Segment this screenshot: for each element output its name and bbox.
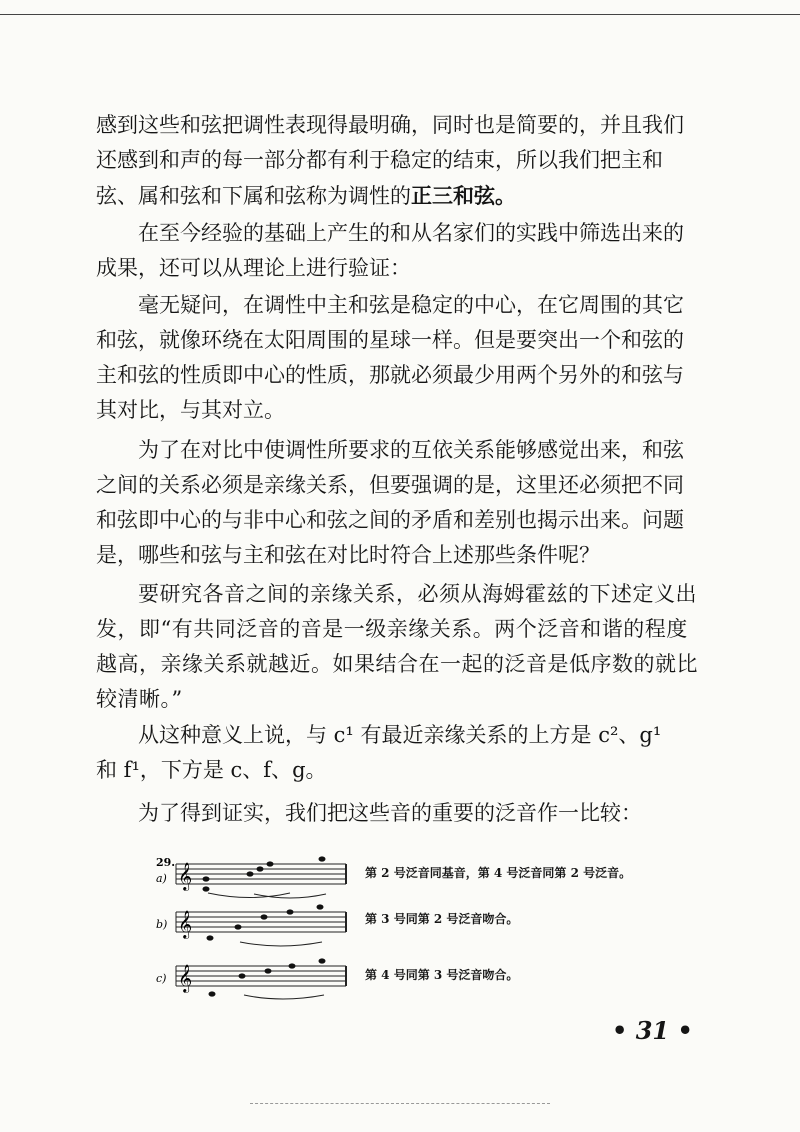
paragraph-3 [96,288,696,428]
example-caption: 第 2 号泛音同基音，第 4 号泛音同第 2 号泛音。 [365,866,632,880]
example-caption: 第 4 号同第 3 号泛音吻合。 [365,968,519,982]
text-line: 和 f¹，下方是 c、f、g。 [96,758,327,782]
text-line: 为了在对比中使调性所要求的互依关系能够感觉出来，和弦 [138,438,684,462]
example-label: a) [156,872,167,885]
example-number: 29. [156,856,176,869]
text-line: 发，即“有共同泛音的音是一级亲缘关系。两个泛音和谐的程度 [96,617,688,641]
paragraph-7 [96,796,696,831]
example-caption: 第 3 号同第 2 号泛音吻合。 [365,912,519,926]
text-line: 较清晰。” [96,687,183,711]
text-line: 越高，亲缘关系就越近。如果结合在一起的泛音是低序数的就比 [96,652,698,676]
text-line: 成果，还可以从理论上进行验证： [96,256,411,280]
text-line: 主和弦的性质即中心的性质，那就必须最少用两个另外的和弦与 [96,363,684,387]
text-line: 其对比，与其对立。 [96,398,285,422]
page-number: • 31 • [612,1016,693,1045]
music-examples [150,850,710,1010]
text-line: 和弦，就像环绕在太阳周围的星球一样。但是要突出一个和弦的 [96,328,684,352]
text-line: 和弦即中心的与非中心和弦之间的矛盾和差别也揭示出来。问题 [96,508,684,532]
treble-clef-icon: 𝄞 [178,862,193,890]
text-line: 要研究各音之间的亲缘关系，必须从海姆霍兹的下述定义出 [138,582,697,606]
treble-clef-icon: 𝄞 [178,964,193,992]
bold-term: 正三和弦 [411,183,495,208]
text-line: 从这种意义上说，与 c¹ 有最近亲缘关系的上方是 c²、g¹ [138,723,662,747]
text-span: 。 [495,183,516,208]
example-label: c) [156,972,167,985]
staff-notation [150,954,350,1004]
staff-notation [150,850,350,900]
text-line: 之间的关系必须是亲缘关系，但要强调的是，这里还必须把不同 [96,473,684,497]
bottom-scan-mark [250,1103,550,1104]
paragraph-1 [96,108,696,214]
paragraph-5 [96,577,696,717]
text-line [96,178,696,214]
text-line: 为了得到证实，我们把这些音的重要的泛音作一比较： [138,801,642,825]
music-example-b [150,902,710,952]
top-edge-rule [0,0,800,15]
text-line: 还感到和声的每一部分都有利于稳定的结束，所以我们把主和 [96,148,663,172]
text-span: 弦、属和弦和下属和弦称为调性的 [96,184,411,208]
paragraph-6 [96,718,696,788]
paragraph-4 [96,433,696,573]
music-example-c [150,954,710,1004]
text-line: 感到这些和弦把调性表现得最明确，同时也是简要的，并且我们 [96,113,684,137]
paragraph-2 [96,216,696,286]
example-label: b) [156,918,168,931]
staff-notation [150,902,350,952]
text-line: 在至今经验的基础上产生的和从名家们的实践中筛选出来的 [138,221,684,245]
text-line: 毫无疑问，在调性中主和弦是稳定的中心，在它周围的其它 [138,293,684,317]
music-example-a [150,850,710,900]
text-line: 是，哪些和弦与主和弦在对比时符合上述那些条件呢？ [96,543,600,567]
treble-clef-icon: 𝄞 [178,910,193,938]
